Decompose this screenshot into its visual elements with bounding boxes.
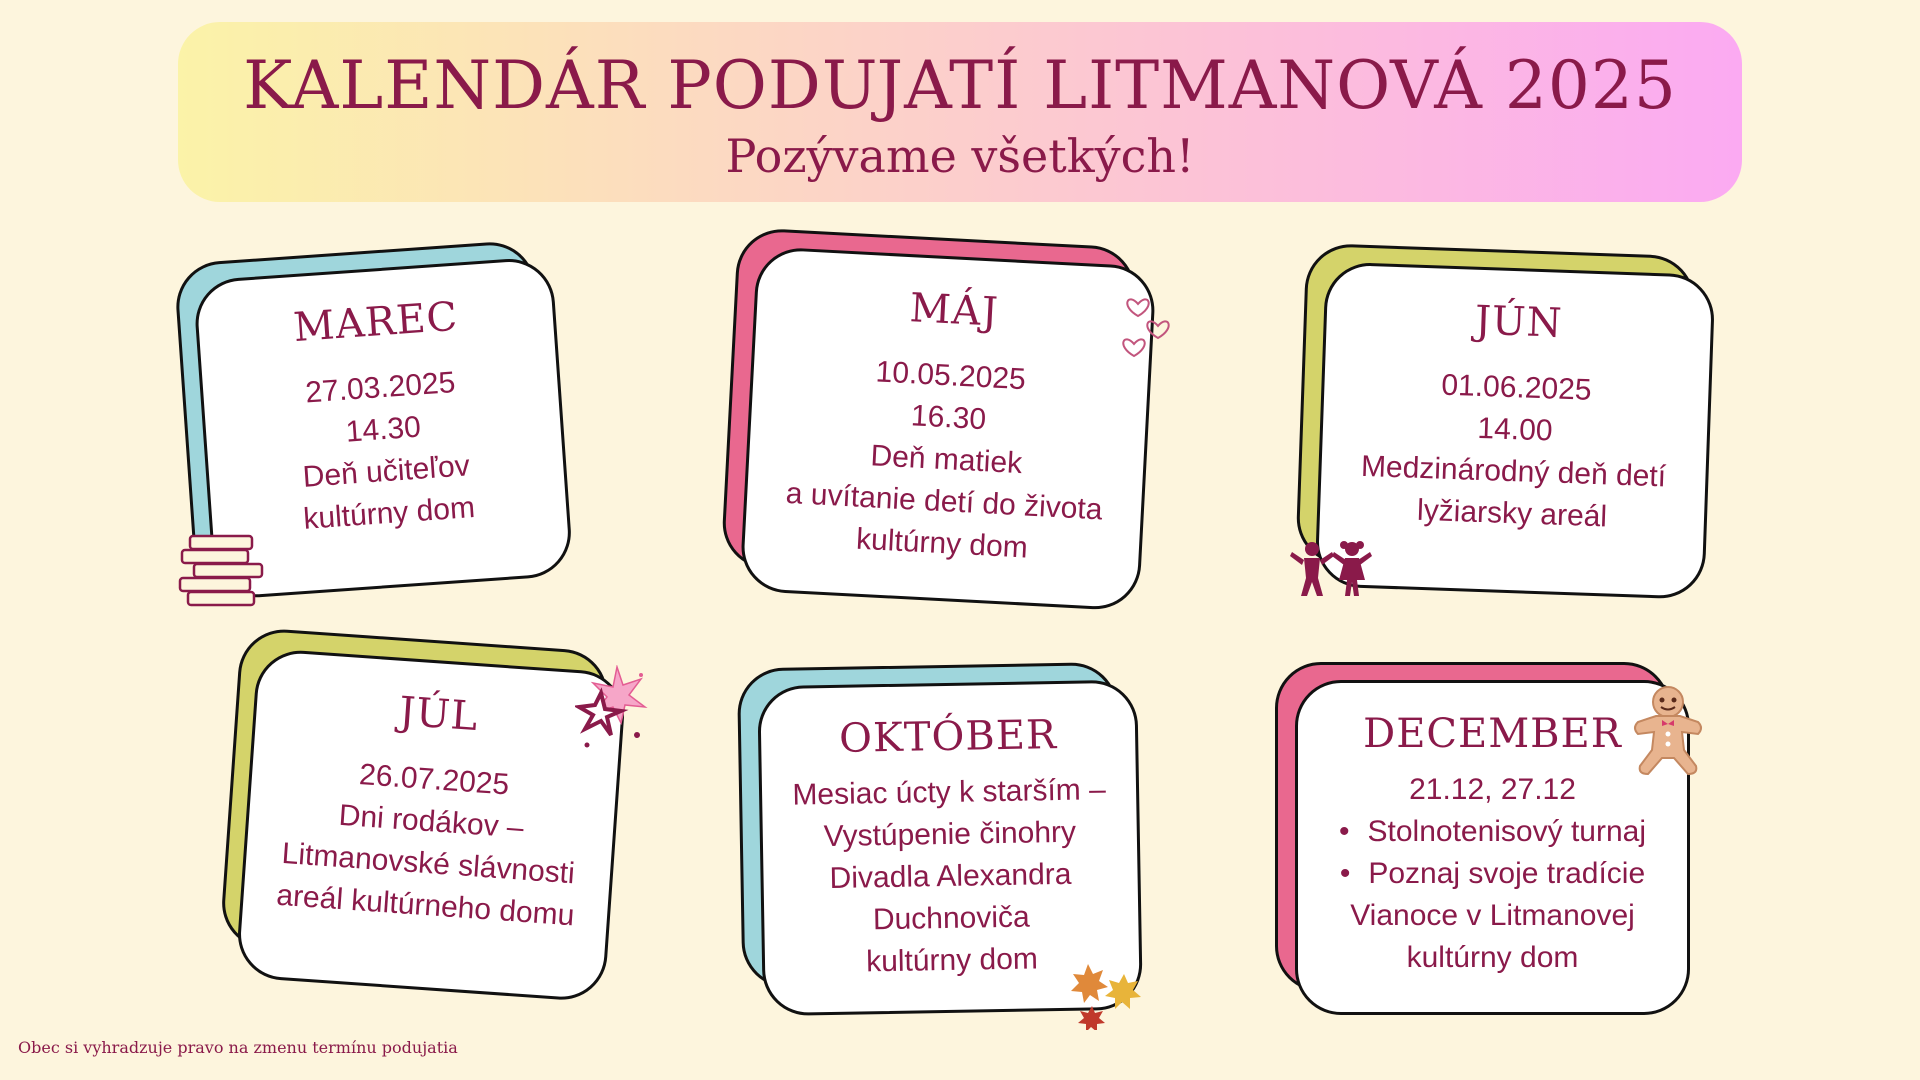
event-date: 26.07.2025 (358, 758, 511, 802)
event-date: 01.06.2025 (1440, 368, 1593, 407)
stars-icon (575, 665, 655, 755)
event-time: 14.00 (1476, 411, 1554, 448)
event-name-2: Litmanovské slávnosti (280, 836, 576, 891)
event-time: 16.30 (910, 399, 987, 437)
hearts-icon (1118, 282, 1178, 372)
month-heading: DECEMBER (1363, 711, 1622, 757)
event-dates: 21.12, 27.12 (1409, 773, 1576, 806)
event-place: kultúrny dom (855, 522, 1029, 565)
event-name-2: Vystúpenie činohry (823, 815, 1077, 854)
event-time: 14.30 (344, 410, 422, 449)
event-name: Dni rodákov – (337, 798, 525, 845)
card-front (235, 648, 627, 1003)
autumn-leaves-icon (1068, 960, 1148, 1030)
event-list (1339, 811, 1646, 895)
event-name: Medzinárodný deň detí (1360, 449, 1667, 494)
card-front (739, 246, 1157, 611)
list-item: • Poznaj svoje tradície (1339, 853, 1646, 895)
event-place: kultúrny dom (302, 490, 476, 536)
month-heading: JÚN (1474, 297, 1564, 347)
list-item: • Stolnotenisový turnaj (1339, 811, 1646, 853)
event-place: lyžiarsky areál (1416, 493, 1608, 534)
footnote: Obec si vyhradzuje pravo na zmenu termínu podujatia (18, 1038, 458, 1057)
page-title: KALENDÁR PODUJATÍ LITMANOVÁ 2025 (243, 47, 1677, 124)
month-heading: MAREC (292, 293, 460, 352)
month-heading: MÁJ (908, 285, 1000, 336)
books-icon (176, 530, 276, 610)
children-icon (1290, 540, 1380, 600)
event-place: kultúrny dom (865, 942, 1039, 979)
gingerbread-man-icon (1628, 684, 1708, 776)
month-heading: OKTÓBER (838, 712, 1058, 762)
header-banner (178, 22, 1742, 202)
event-name: Deň matiek (869, 439, 1023, 481)
event-name: Mesiac úcty k starším – (792, 773, 1107, 812)
event-date: 10.05.2025 (874, 355, 1027, 397)
card-maj (718, 227, 1167, 629)
event-name-4: Duchnoviča (872, 900, 1030, 937)
month-heading: JÚL (397, 688, 480, 741)
event-name-2: a uvítanie detí do života (785, 476, 1104, 527)
event-place: areál kultúrneho domu (275, 878, 576, 933)
event-place: kultúrny dom (1406, 941, 1579, 974)
event-name-3: Divadla Alexandra (829, 857, 1072, 896)
event-date: 27.03.2025 (304, 366, 457, 410)
page-subtitle: Pozývame všetkých! (725, 129, 1195, 183)
event-name: Vianoce v Litmanovej (1350, 899, 1635, 932)
event-name: Deň učiteľov (301, 449, 471, 494)
